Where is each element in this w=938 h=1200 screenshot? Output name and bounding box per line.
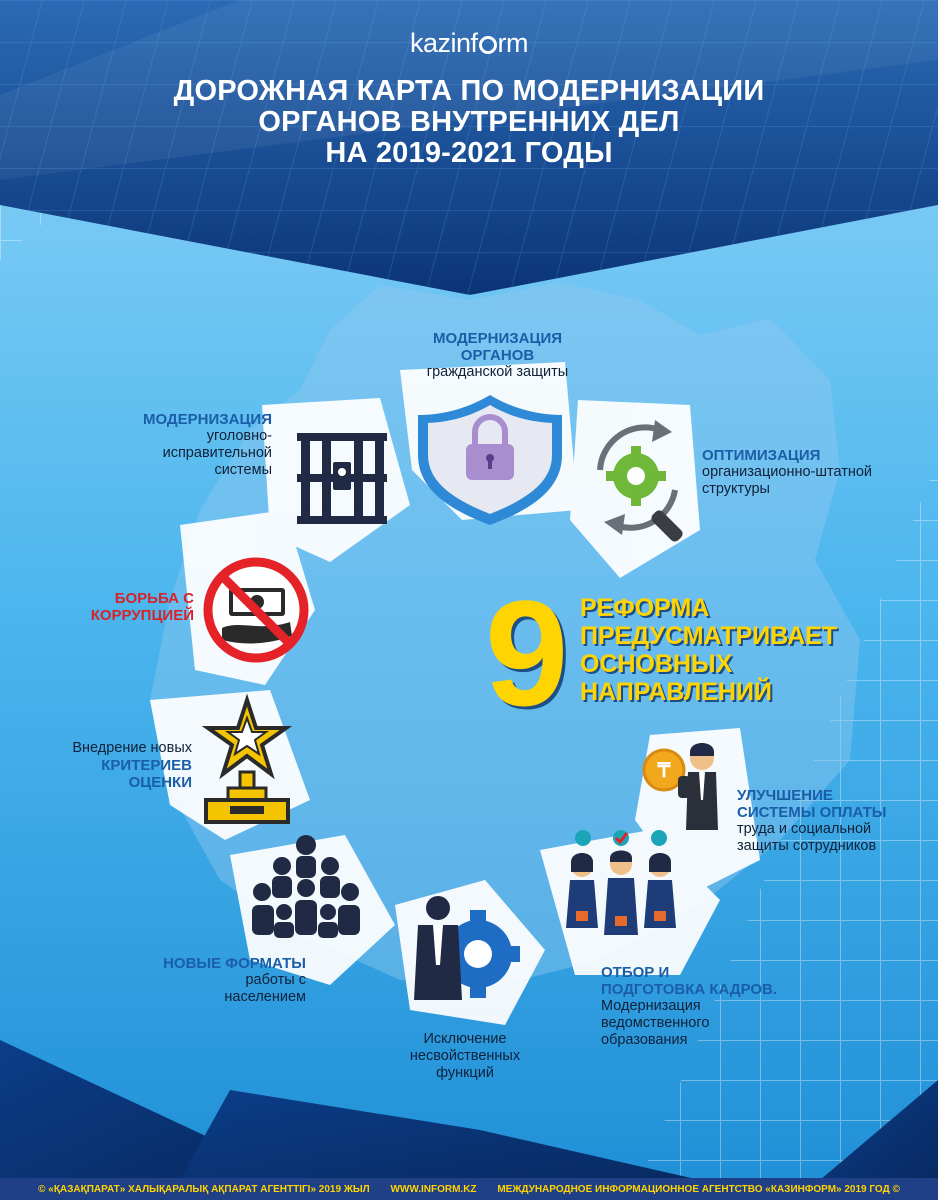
page-title: [60, 76, 878, 169]
payment-text-2: защиты сотрудников: [737, 838, 877, 854]
label-optimization: [702, 447, 902, 498]
reform-line-1: РЕФОРМА: [580, 594, 710, 622]
footer-copyright: [0, 1180, 938, 1200]
label-civil-protection: [400, 330, 595, 381]
label-functions: [375, 1031, 555, 1082]
civil-protection-text: гражданской защиты: [426, 364, 569, 380]
corruption-heading-1: БОРЬБА С: [114, 590, 194, 607]
civil-protection-heading-2: ОРГАНОВ: [460, 347, 535, 364]
personnel-heading-1: ОТБОР И: [601, 964, 670, 981]
personnel-heading-2: ПОДГОТОВКА КАДРОВ.: [601, 981, 778, 998]
label-criteria: [20, 740, 192, 791]
label-corruption: [50, 590, 194, 624]
optimization-text-1: организационно-штатной: [702, 464, 873, 480]
title-line-2: ОРГАНОВ ВНУТРЕННИХ ДЕЛ: [258, 106, 680, 138]
recruitment-icon: [566, 830, 676, 935]
criteria-heading-1: КРИТЕРИЕВ: [101, 757, 192, 774]
personnel-text-3: образования: [601, 1032, 688, 1048]
functions-text-2: несвойственных: [409, 1048, 521, 1064]
kazinform-logo: [0, 28, 938, 59]
payment-text-1: труда и социальной: [737, 821, 872, 837]
footer-website-link[interactable]: WWW.INFORM.KZ: [390, 1184, 477, 1195]
reform-line-2: ПРЕДУСМАТРИВАЕТ: [580, 622, 838, 650]
correctional-text-2: исправительной: [162, 445, 272, 461]
personnel-text-2: ведомственного: [601, 1015, 710, 1031]
corruption-heading-2: КОРРУПЦИЕЙ: [90, 607, 194, 624]
label-personnel: [601, 964, 801, 1049]
title-line-3: НА 2019-2021 ГОДЫ: [325, 137, 613, 169]
footer-agency-ru: МЕЖДУНАРОДНОЕ ИНФОРМАЦИОННОЕ АГЕНТСТВО «КАЗИНФОРМ» 2019 ГОД ©: [497, 1184, 900, 1195]
directions-count: 9: [485, 569, 569, 737]
criteria-text: Внедрение новых: [72, 740, 192, 756]
functions-text-1: Исключение: [423, 1031, 507, 1047]
label-payment: [737, 787, 932, 855]
label-correctional: [100, 411, 272, 479]
formats-text-1: работы с: [245, 972, 306, 988]
optimization-text-2: структуры: [702, 481, 770, 497]
reform-statement: [580, 594, 837, 706]
footer-agency-kz: © «ҚАЗАҚПАРАТ» ХАЛЫҚАРАЛЫҚ АҚПАРАТ АГЕНТТІГІ» 2019 ЖЫЛ: [38, 1184, 370, 1195]
payment-heading-1: УЛУЧШЕНИЕ: [737, 787, 833, 804]
label-new-formats: [100, 955, 306, 1006]
no-bribe-icon: [206, 560, 306, 660]
formats-heading: НОВЫЕ ФОРМАТЫ: [163, 955, 306, 972]
reform-line-3: ОСНОВНЫХ: [580, 650, 733, 678]
optimization-heading: ОПТИМИЗАЦИЯ: [702, 447, 821, 464]
civil-protection-heading-1: МОДЕРНИЗАЦИЯ: [432, 330, 563, 347]
svg-text:₸: ₸: [657, 760, 671, 782]
title-line-1: ДОРОЖНАЯ КАРТА ПО МОДЕРНИЗАЦИИ: [173, 75, 765, 107]
logo-text-end: rm: [497, 28, 529, 58]
globe-icon: [479, 36, 497, 54]
reform-line-4: НАПРАВЛЕНИЙ: [580, 678, 772, 706]
criteria-heading-2: ОЦЕНКИ: [128, 774, 192, 791]
correctional-heading: МОДЕРНИЗАЦИЯ: [142, 411, 272, 428]
logo-text-start: kazinf: [409, 28, 478, 58]
personnel-text-1: Модернизация: [601, 998, 701, 1014]
functions-text-3: функций: [436, 1065, 494, 1081]
correctional-text-3: системы: [214, 462, 272, 478]
correctional-text-1: уголовно-: [206, 428, 272, 444]
formats-text-2: населением: [224, 989, 306, 1005]
payment-heading-2: СИСТЕМЫ ОПЛАТЫ: [737, 804, 887, 821]
